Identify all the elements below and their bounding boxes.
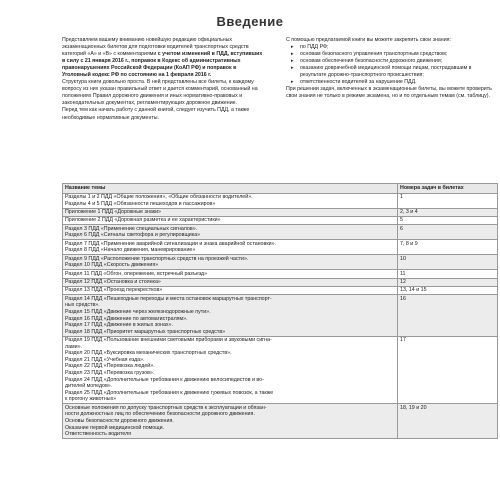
page-title: Введение bbox=[216, 14, 284, 29]
themes-table bbox=[62, 183, 498, 439]
theme-cell bbox=[63, 336, 398, 404]
task-numbers-cell: 5 bbox=[398, 216, 498, 224]
header-theme-name: Название темы bbox=[63, 184, 398, 194]
table-row bbox=[63, 240, 498, 255]
knowledge-list bbox=[286, 44, 498, 86]
theme-line: Основы безопасности дорожного движения. bbox=[65, 417, 174, 424]
table-row bbox=[63, 270, 498, 278]
theme-line: лами». bbox=[65, 343, 83, 350]
task-numbers-cell: 10 bbox=[398, 255, 498, 270]
task-numbers-cell: 18, 19 и 20 bbox=[398, 404, 498, 439]
table-row bbox=[63, 225, 498, 240]
theme-cell bbox=[63, 225, 398, 240]
table-row bbox=[63, 336, 498, 404]
theme-line: Раздел 24 ПДД «Дополнительные требования к движению велосипедистов и во- bbox=[65, 376, 264, 383]
table-header-row bbox=[63, 184, 498, 194]
task-numbers-cell: 6 bbox=[398, 225, 498, 240]
theme-line: Раздел 14 ПДД «Пешеходные переходы и места остановок маршрутных транспорт- bbox=[65, 295, 272, 302]
table-row bbox=[63, 193, 498, 208]
theme-line: Основные положения по допуску транспортных средств к эксплуатации и обязан- bbox=[65, 404, 267, 411]
theme-line: Раздел 6 ПДД «Сигналы светофора и регулировщика» bbox=[65, 232, 201, 239]
theme-line: Раздел 15 ПДД «Движение через железнодорожные пути». bbox=[65, 308, 211, 315]
theme-line: Раздел 9 ПДД «Расположение транспортных средств на проезжей части». bbox=[65, 255, 249, 262]
table-row bbox=[63, 286, 498, 294]
theme-cell bbox=[63, 404, 398, 439]
task-numbers-cell: 11 bbox=[398, 270, 498, 278]
task-numbers-cell: 2, 3 и 4 bbox=[398, 208, 498, 216]
table-row bbox=[63, 216, 498, 224]
theme-line: Раздел 16 ПДД «Движение по автомагистралям». bbox=[65, 315, 188, 322]
table-body bbox=[63, 193, 498, 439]
right-column bbox=[286, 37, 498, 100]
intro-paragraph-3: Перед тем как начать работу с данной книгой, следует изучить ПДД, а также необходимые нормативные документы. bbox=[62, 107, 250, 121]
theme-line: Раздел 20 ПДД «Буксировка механических транспортных средств». bbox=[65, 350, 232, 357]
table-row bbox=[63, 255, 498, 270]
task-numbers-cell: 13, 14 и 15 bbox=[398, 286, 498, 294]
intro-paragraph-1-text: Представляем вашему вниманию новейшую редакцию официальных экзаменационных билетов для подготовки водителей транспортных средств категорий «А» и «В» с комментариями bbox=[62, 37, 249, 58]
theme-line: Ответственность водителя bbox=[65, 431, 132, 438]
theme-cell bbox=[63, 295, 398, 336]
theme-line: Раздел 13 ПДД «Проезд перекрестков» bbox=[65, 287, 163, 294]
theme-line: Разделы 4 и 5 ПДД «Обязанности пешеходов и пассажиров» bbox=[65, 200, 216, 207]
theme-line: Раздел 21 ПДД «Учебная езда». bbox=[65, 356, 145, 363]
theme-line: Раздел 19 ПДД «Пользование внешними световыми приборами и звуковыми сигна- bbox=[65, 337, 272, 344]
knowledge-list-item: ▸ ответственности водителей за нарушение ПДД. bbox=[286, 79, 498, 86]
theme-line: Раздел 7 ПДД «Применение аварийной сигнализации и знака аварийной остановки». bbox=[65, 240, 277, 247]
theme-cell bbox=[63, 240, 398, 255]
left-column bbox=[62, 37, 266, 122]
theme-line: Раздел 25 ПДД «Дополнительные требования к движению гужевых повозок, а также bbox=[65, 389, 274, 396]
intro-paragraph-2: Структура книги довольно проста. В ней представлены все билеты, к каждому вопросу из них указан правильный ответ и дается комментарий, основанный на положениях Правил дорожного движения и иных нормативно-правовых и законодательных документах, регламентирующих дорожное движение. bbox=[62, 79, 258, 107]
theme-line: Раздел 18 ПДД «Приоритет маршрутных транспортных средств» bbox=[65, 328, 226, 335]
right-intro: С помощью предлагаемой книги вы можете закрепить свои знания: bbox=[286, 37, 451, 43]
theme-line: ных средств». bbox=[65, 302, 100, 309]
theme-line: дителей мопедов». bbox=[65, 383, 113, 390]
theme-line: Приложение 1 ПДД «Дорожные знаки» bbox=[65, 208, 161, 215]
theme-line: Раздел 17 ПДД «Движение в жилых зонах». bbox=[65, 322, 173, 329]
theme-line: Раздел 3 ПДД «Применение специальных сигналов». bbox=[65, 225, 198, 232]
table-row bbox=[63, 278, 498, 286]
theme-line: к прогону животных» bbox=[65, 396, 117, 403]
knowledge-list-item: ▸ основам безопасного управления транспортным средством; bbox=[286, 51, 498, 58]
theme-line: Раздел 23 ПДД «Перевозка грузов». bbox=[65, 370, 155, 377]
theme-cell bbox=[63, 255, 398, 270]
theme-line: Оказание первой медицинской помощи. bbox=[65, 424, 165, 431]
task-numbers-cell: 12 bbox=[398, 278, 498, 286]
theme-line: Раздел 11 ПДД «Обгон, опережение, встречный разъезд» bbox=[65, 270, 208, 277]
theme-line: Раздел 22 ПДД «Перевозка людей». bbox=[65, 363, 155, 370]
intro-paragraph-1-bold: с учетом изменений в ПДД, вступивших в силу с 21 января 2016 г., поправок в Кодекс об административных правонарушениях Российской Федерации (КоАП РФ) и поправок в Уголовный кодекс РФ по состоянию на 1 февраля 2016 г. bbox=[62, 51, 263, 79]
theme-line: Разделы 1 и 2 ПДД «Общие положения», «Общие обязанности водителей». bbox=[65, 193, 253, 200]
theme-line: Раздел 10 ПДД «Скорость движения» bbox=[65, 262, 159, 269]
intro-paragraph-1 bbox=[62, 37, 266, 79]
table-row bbox=[63, 404, 498, 439]
theme-cell bbox=[63, 208, 398, 216]
task-numbers-cell: 17 bbox=[398, 336, 498, 404]
theme-line: Раздел 12 ПДД «Остановка и стоянка» bbox=[65, 278, 161, 285]
task-numbers-cell: 7, 8 и 9 bbox=[398, 240, 498, 255]
theme-cell bbox=[63, 270, 398, 278]
table-row bbox=[63, 208, 498, 216]
right-outro: При решении задач, включенных в экзаменационные билеты, вы можете проверить свои знания не только в режиме экзамена, но и по отдельным темам (см. таблицу). bbox=[286, 86, 492, 100]
task-numbers-cell: 16 bbox=[398, 295, 498, 336]
knowledge-list-item: ▸ основам обеспечения безопасности дорожного движения; bbox=[286, 58, 498, 65]
table-row bbox=[63, 295, 498, 336]
theme-cell bbox=[63, 216, 398, 224]
theme-line: Раздел 8 ПДД «Начало движения, маневрирование» bbox=[65, 247, 196, 254]
task-numbers-cell: 1 bbox=[398, 193, 498, 208]
header-task-numbers: Номера задач в билетах bbox=[398, 184, 498, 194]
knowledge-list-item: ▸ оказанию доврачебной медицинской помощи лицам, пострадавшим в результате дорожно-транспортного происшествия; bbox=[286, 65, 498, 79]
theme-line: Приложение 2 ПДД «Дорожная разметка и ее характеристики» bbox=[65, 217, 221, 224]
theme-cell bbox=[63, 286, 398, 294]
intro-columns bbox=[62, 37, 498, 180]
theme-line: ности должностных лиц по обеспечению безопасности дорожного движения. bbox=[65, 411, 255, 418]
theme-cell bbox=[63, 278, 398, 286]
knowledge-list-item: ▸ по ПДД РФ; bbox=[286, 44, 498, 51]
theme-cell bbox=[63, 193, 398, 208]
